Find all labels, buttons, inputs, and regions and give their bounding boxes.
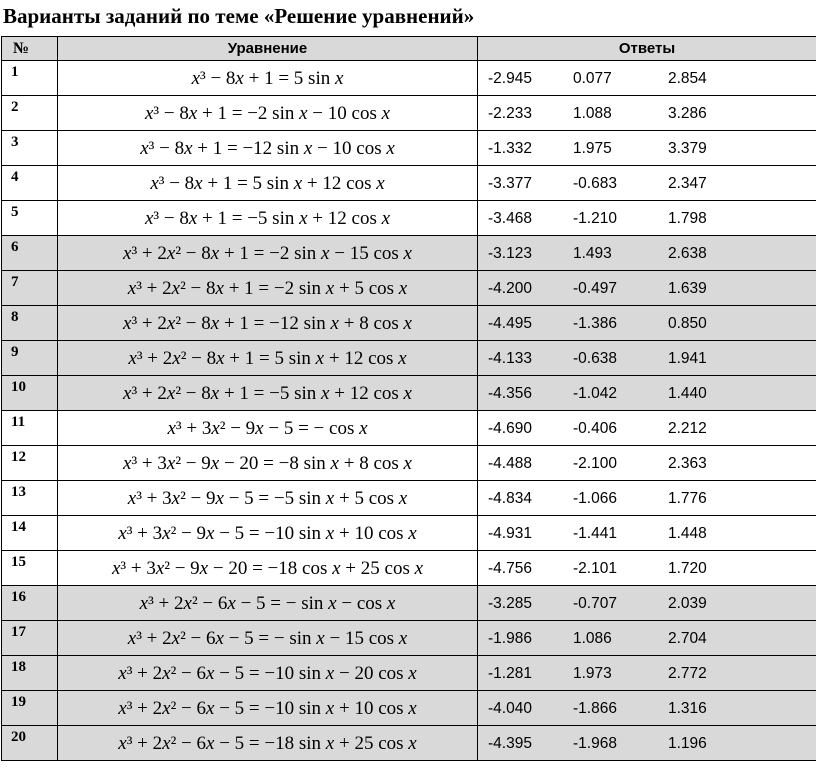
row-number: 13 [2,481,58,516]
answers-cell [478,411,816,446]
answer-root-1: -4.488 [488,455,532,472]
answer-root-3: 3.379 [668,140,707,157]
table-row [2,236,816,271]
row-number: 15 [2,551,58,586]
answer-root-1: -4.040 [488,700,532,717]
answer-root-2: -2.101 [573,560,617,577]
answer-root-2: -1.441 [573,525,617,542]
equation-cell [58,586,478,621]
equation-text: x³ + 2x² − 8x + 1 = −2 sin x + 5 cos x [127,278,408,299]
equation-cell [58,166,478,201]
answer-root-1: -2.233 [488,105,532,122]
answers-cell [478,201,816,236]
equation-cell [58,446,478,481]
answer-root-3: 2.039 [668,595,707,612]
row-number: 14 [2,516,58,551]
row-number: 1 [2,61,58,96]
table-row [2,201,816,236]
equation-text: x³ + 2x² − 6x − 5 = −10 sin x − 20 cos x [118,663,417,684]
answer-root-3: 1.196 [668,735,707,752]
answer-root-3: 2.212 [668,420,707,437]
answer-root-2: -0.638 [573,350,617,367]
header-equation: Уравнение [58,37,478,61]
answer-root-2: -0.497 [573,280,617,297]
equation-text: x³ + 2x² − 6x − 5 = −10 sin x + 10 cos x [118,698,417,719]
equation-cell [58,726,478,761]
answers-cell [478,166,816,201]
answer-root-2: 1.975 [573,140,612,157]
answer-root-1: -4.133 [488,350,532,367]
answer-root-3: 1.798 [668,210,707,227]
answer-root-2: -1.386 [573,315,617,332]
equation-text: x³ + 3x² − 9x − 5 = −10 sin x + 10 cos x [118,523,417,544]
answer-root-3: 2.638 [668,245,707,262]
answer-root-1: -4.756 [488,560,532,577]
equation-cell [58,341,478,376]
answer-root-3: 1.720 [668,560,707,577]
equation-text: x³ + 2x² − 8x + 1 = 5 sin x + 12 cos x [128,348,407,369]
equation-text: x³ − 8x + 1 = 5 sin x [191,68,344,89]
answer-root-3: 1.776 [668,490,707,507]
table-row [2,481,816,516]
equation-text: x³ + 2x² − 8x + 1 = −2 sin x − 15 cos x [123,243,412,264]
row-number: 9 [2,341,58,376]
equation-cell [58,61,478,96]
answer-root-2: -0.707 [573,595,617,612]
row-number: 19 [2,691,58,726]
row-number: 20 [2,726,58,761]
table-row [2,551,816,586]
row-number: 17 [2,621,58,656]
equation-cell [58,656,478,691]
answer-root-3: 1.316 [668,700,707,717]
equation-text: x³ + 3x² − 9x − 20 = −18 cos x + 25 cos x [111,558,424,579]
answer-root-3: 1.448 [668,525,707,542]
answers-cell [478,481,816,516]
equation-text: x³ + 3x² − 9x − 20 = −8 sin x + 8 cos x [123,453,412,474]
answers-cell [478,516,816,551]
answer-root-2: -1.042 [573,385,617,402]
answer-root-1: -4.834 [488,490,532,507]
table-row [2,691,816,726]
page-title: Варианты заданий по теме «Решение уравнений» [3,4,475,28]
table-row [2,446,816,481]
answers-cell [478,131,816,166]
table-row [2,516,816,551]
equation-cell [58,236,478,271]
table-body [2,61,816,761]
equation-cell [58,621,478,656]
answer-root-3: 2.854 [668,70,707,87]
equation-text: x³ + 2x² − 6x − 5 = − sin x − cos x [139,593,396,614]
row-number: 12 [2,446,58,481]
row-number: 3 [2,131,58,166]
table-row [2,271,816,306]
answer-root-3: 2.363 [668,455,707,472]
answer-root-2: 1.973 [573,665,612,682]
row-number: 8 [2,306,58,341]
table-row [2,656,816,691]
answer-root-3: 2.704 [668,630,707,647]
row-number: 2 [2,96,58,131]
answers-cell [478,656,816,691]
answers-cell [478,551,816,586]
answer-root-2: -1.210 [573,210,617,227]
equation-text: x³ + 2x² − 6x − 5 = − sin x − 15 cos x [127,628,408,649]
answer-root-1: -2.945 [488,70,532,87]
equation-cell [58,131,478,166]
answer-root-2: 1.088 [573,105,612,122]
equation-text: x³ + 3x² − 9x − 5 = − cos x [167,418,368,439]
answers-cell [478,96,816,131]
equation-cell [58,691,478,726]
variants-table [1,36,816,761]
answer-root-2: -2.100 [573,455,617,472]
row-number: 6 [2,236,58,271]
header-number: № [2,37,58,61]
answer-root-2: 0.077 [573,70,612,87]
answer-root-3: 2.772 [668,665,707,682]
equation-cell [58,96,478,131]
equation-text: x³ − 8x + 1 = −2 sin x − 10 cos x [144,103,391,124]
equation-text: x³ − 8x + 1 = 5 sin x + 12 cos x [150,173,385,194]
row-number: 5 [2,201,58,236]
row-number: 10 [2,376,58,411]
answer-root-1: -4.356 [488,385,532,402]
answers-cell [478,726,816,761]
header-answers: Ответы [478,37,816,61]
answers-cell [478,621,816,656]
answers-cell [478,376,816,411]
table-row [2,376,816,411]
answer-root-1: -3.123 [488,245,532,262]
equation-cell [58,306,478,341]
table-row [2,61,816,96]
answer-root-2: -1.866 [573,700,617,717]
answer-root-2: 1.086 [573,630,612,647]
table-row [2,166,816,201]
answer-root-1: -4.200 [488,280,532,297]
answer-root-1: -3.377 [488,175,532,192]
answer-root-1: -4.690 [488,420,532,437]
answer-root-1: -1.986 [488,630,532,647]
answer-root-3: 2.347 [668,175,707,192]
answer-root-1: -3.285 [488,595,532,612]
equation-text: x³ + 2x² − 8x + 1 = −5 sin x + 12 cos x [123,383,412,404]
table-row [2,621,816,656]
row-number: 16 [2,586,58,621]
answer-root-3: 0.850 [668,315,707,332]
table-row [2,411,816,446]
table-row [2,306,816,341]
equation-text: x³ + 3x² − 9x − 5 = −5 sin x + 5 cos x [127,488,408,509]
answers-cell [478,586,816,621]
answer-root-2: -0.406 [573,420,617,437]
answer-root-1: -4.931 [488,525,532,542]
table-row [2,341,816,376]
equation-cell [58,201,478,236]
answer-root-2: 1.493 [573,245,612,262]
table-row [2,726,816,761]
answer-root-2: -1.968 [573,735,617,752]
answers-cell [478,61,816,96]
equation-cell [58,271,478,306]
answer-root-2: -1.066 [573,490,617,507]
table-row [2,586,816,621]
row-number: 4 [2,166,58,201]
answers-cell [478,446,816,481]
answers-cell [478,306,816,341]
answer-root-3: 1.440 [668,385,707,402]
equation-text: x³ − 8x + 1 = −5 sin x + 12 cos x [144,208,391,229]
answers-cell [478,341,816,376]
equation-cell [58,516,478,551]
answer-root-2: -0.683 [573,175,617,192]
table-row [2,96,816,131]
answers-cell [478,236,816,271]
answer-root-1: -3.468 [488,210,532,227]
row-number: 11 [2,411,58,446]
table-header-row [2,37,816,61]
equation-cell [58,411,478,446]
table-row [2,131,816,166]
equation-text: x³ + 2x² − 6x − 5 = −18 sin x + 25 cos x [118,733,417,754]
answer-root-3: 3.286 [668,105,707,122]
answer-root-1: -4.495 [488,315,532,332]
equation-cell [58,376,478,411]
answers-cell [478,271,816,306]
row-number: 7 [2,271,58,306]
answer-root-1: -1.281 [488,665,532,682]
answer-root-1: -1.332 [488,140,532,157]
equation-text: x³ + 2x² − 8x + 1 = −12 sin x + 8 cos x [123,313,412,334]
answer-root-1: -4.395 [488,735,532,752]
answer-root-3: 1.941 [668,350,707,367]
equation-cell [58,551,478,586]
equation-cell [58,481,478,516]
equation-text: x³ − 8x + 1 = −12 sin x − 10 cos x [140,138,395,159]
answer-root-3: 1.639 [668,280,707,297]
answers-cell [478,691,816,726]
row-number: 18 [2,656,58,691]
